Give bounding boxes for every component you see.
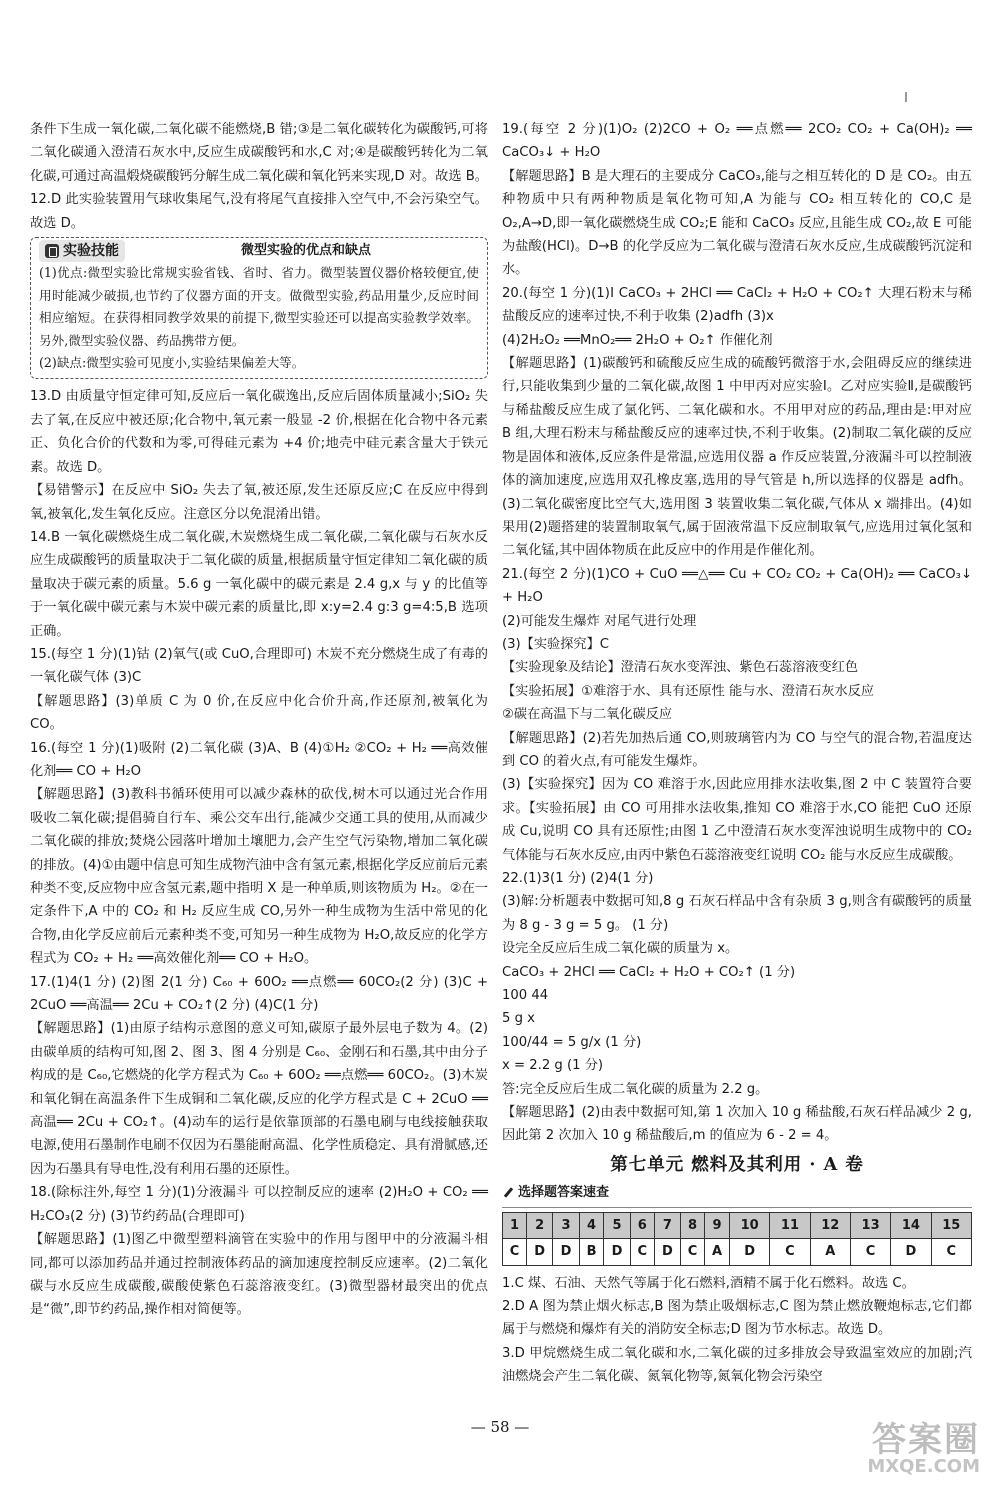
answer-18: 18.(除标注外,每空 1 分)(1)分液漏斗 可以控制反应的速率 (2)H₂O + CO₂ ══ H₂CO₃(2 分) (3)节约药品(合理即可) (30, 1185, 488, 1224)
question-number: 1 (503, 1212, 527, 1238)
question-number: 7 (654, 1212, 680, 1238)
page-number: — 58 — (470, 1418, 530, 1436)
watermark-text: 答案圈 (872, 1420, 980, 1460)
quick-answer-table (502, 1212, 972, 1266)
answer-17-explanation: 【解题思路】(1)由原子结构示意图的意义可知,碳原子最外层电子数为 4。(2)由碳单质的结构可知,图 2、图 3、图 4 分别是 C₆₀、金刚石和石墨,其中由分子构成的是 C₆₀,它燃烧的化学方程式为 C₆₀ + 60O₂ ══点燃══ 60CO₂。(3)木炭和氧化铜在高温条件下生成铜和二氧化碳,反应的化学方程式是 C + 2CuO ══高温══ 2Cu + CO₂↑。(4)动车的运行是依靠顶部的石墨电刷与电线接触获取电源,使用石墨制作电刷不仅因为石墨能耐高温、化学性质稳定、具有滑腻感,还因为石墨具有导电性,没有利用石墨的还原性。 (30, 1021, 488, 1177)
answer-20: 20.(每空 1 分)(1)Ⅰ CaCO₃ + 2HCl ══ CaCl₂ + H₂O + CO₂↑ 大理石粉末与稀盐酸反应的速率过快,不利于收集 (2)adfh (3)x (502, 285, 972, 325)
answer-11-tail: 条件下生成一氧化碳,二氧化碳不能燃烧,B 错;③是二氧化碳转化为碳酸钙,可将二氧化碳通入澄清石灰水中,反应生成碳酸钙和水,C 对;④是碳酸钙转化为二氧化碳,可通过高温煅烧碳酸钙分解生成二氧化碳和氧化钙来实现,D 对。故选 B。 (30, 122, 488, 184)
experiment-box-line: (2)缺点:微型实验可见度小,实验结果偏差大等。 (39, 355, 305, 371)
answer-14: 14.B 一氧化碳燃烧生成二氧化碳,木炭燃烧生成二氧化碳,二氧化碳与石灰水反应生成碳酸钙的质量取决于二氧化碳的质量,根据质量守恒定律知二氧化碳的质量取决于碳元素的质量。5.6 g 一氧化碳中的碳元素是 2.4 g,x 与 y 的比值等于一氧化碳中碳元素与木炭中碳元素的质量比,即 x:y=2.4 g:3 g=4:5,B 选项正确。 (30, 529, 488, 639)
corner-mark (905, 92, 907, 102)
answer-15-explanation: 【解题思路】(3)单质 C 为 0 价,在反应中化合价升高,作还原剂,被氧化为 CO。 (30, 693, 488, 733)
question-number: 8 (681, 1212, 705, 1238)
experiment-box-title: 微型实验的优点和缺点 (240, 243, 371, 259)
answer-letter: B (579, 1239, 604, 1265)
quick-answer-heading (502, 1181, 972, 1207)
answer-21-phenomenon: 【实验现象及结论】澄清石灰水变浑浊、紫色石蕊溶液变红色 (502, 660, 859, 676)
answer-letter: C (931, 1239, 971, 1265)
watermark-logo (780, 1412, 990, 1484)
right-column (502, 118, 972, 1389)
answer-22-proportion: 100/44 = 5 g/x (1 分) (502, 1034, 642, 1050)
question-number: 9 (705, 1212, 730, 1238)
answer-20-part4: (4)2H₂O₂ ══MnO₂══ 2H₂O + O₂↑ 作催化剂 (502, 332, 773, 348)
experiment-box-tag-label: 实验技能 (63, 243, 119, 260)
answer-21-explanation-2: (3)【实验探究】因为 CO 难溶于水,因此应用排水法收集,图 2 中 C 装置符合要求。【实验拓展】由 CO 可用排水法收集,推知 CO 难溶于水,CO 能把 CuO 还原成 Cu,说明 CO 具有还原性;由图 1 乙中澄清石灰水变浑浊说明生成物中的 CO₂ 气体能与石灰水反应,由丙中紫色石蕊溶液变红说明 CO₂ 能与水反应生成碳酸。 (502, 777, 972, 863)
experiment-skill-box (30, 237, 488, 379)
experiment-box-line: (1)优点:微型实验比常规实验省钱、省时、省力。微型装置仪器价格较便宜,使用时能减少破损,也节约了仪器方面的开支。做微型实验,药品用量少,反应时间相应缩短。在获得相同教学效果的前提下,微型实验还可以提高实验教学效率。另外,微型实验仪器、药品携带方便。 (39, 265, 479, 348)
answer-16: 16.(每空 1 分)(1)吸附 (2)二氧化碳 (3)A、B (4)①H₂ ②CO₂ + H₂ ══高效催化剂══ CO + H₂O (30, 740, 488, 779)
answer-22-conclusion: 答:完全反应后生成二氧化碳的质量为 2.2 g。 (502, 1081, 769, 1097)
answer-22: 22.(1)3(1 分) (2)4(1 分) (502, 871, 654, 886)
answer-21: 21.(每空 2 分)(1)CO + CuO ══△══ Cu + CO₂ CO₂ + Ca(OH)₂ ══ CaCO₃↓ + H₂O (502, 566, 972, 606)
answer-22-ratio-top: 100 44 (502, 988, 549, 1004)
answer-letter: A (705, 1239, 730, 1265)
answer-letter: D (654, 1239, 680, 1265)
answer-22-equation: CaCO₃ + 2HCl ══ CaCl₂ + H₂O + CO₂↑ (1 分) (502, 964, 796, 980)
question-number: 3 (553, 1212, 579, 1238)
question-number: 14 (891, 1212, 931, 1238)
answer-letter: D (553, 1239, 579, 1265)
answer-21-extension-2: ②碳在高温下与二氧化碳反应 (502, 707, 673, 723)
answer-13: 13.D 由质量守恒定律可知,反应后一氧化碳逸出,反应后固体质量减小;SiO₂ 失去了氧,在反应中被还原;化合物中,氧元素一般显 -2 价,根据在化合物中各元素正、负化合价的代数和为零,可得硅元素为 +4 价;地壳中硅元素含量大于铁元素。故选 D。 (30, 389, 488, 475)
question-number: 11 (770, 1212, 810, 1238)
answer-letter: D (891, 1239, 931, 1265)
question-number: 2 (526, 1212, 552, 1238)
answer-letter: D (604, 1239, 630, 1265)
answer-letter: D (526, 1239, 552, 1265)
answer-letter: C (630, 1239, 654, 1265)
question-number: 15 (931, 1212, 971, 1238)
answer-22-solution: (3)解:分析题表中数据可知,8 g 石灰石样品中含有杂质 3 g,则含有碳酸钙的质量为 8 g - 3 g = 5 g。 (1 分) (502, 894, 972, 933)
answer-16-explanation: 【解题思路】(3)教科书循环使用可以减少森林的砍伐,树木可以通过光合作用吸收二氧化碳;提倡骑自行车、乘公交车出行,能减少交通工具的使用,从而减少二氧化碳的排放;焚烧公园落叶增加土壤肥力,会产生空气污染物,增加二氧化碳的排放。(4)①由题中信息可知生成物汽油中含有氢元素,根据化学反应前后元素种类不变,反应物中应含氢元素,题中指明 X 是一种单质,则该物质为 H₂。②在一定条件下,A 中的 CO₂ 和 H₂ 反应生成 CO,另外一种生成物为生活中常见的化合物,由化学反应前后元素种类不变,可知另一种生成物为 H₂O,故反应的化学方程式为 CO₂ + H₂ ══高效催化剂══ CO + H₂O。 (30, 787, 488, 967)
lab-icon (45, 244, 59, 258)
answer-letter: D (729, 1239, 769, 1265)
watermark-url: MXQE.COM (867, 1456, 980, 1477)
answer-22-result: x = 2.2 g (1 分) (502, 1058, 604, 1074)
experiment-box-header (39, 240, 479, 262)
answer-letter: C (681, 1239, 705, 1265)
answer-19-explanation: 【解题思路】B 是大理石的主要成分 CaCO₃,能与之相互转化的 D 是 CO₂。由五种物质中只有两种物质是氧化物可知,A 为能与 CO₂ 相互转化的 CO,C 是 O₂,A→D,即一氧化碳燃烧生成 CO₂;E 能和 CaCO₃ 反应,且能生成 CO₂,故 E 可能为盐酸(HCl)。D→B 的化学反应为二氧化碳与澄清石灰水反应,生成碳酸钙沉淀和水。 (502, 168, 972, 278)
question-number: 12 (810, 1212, 850, 1238)
answer-letter-row (503, 1239, 972, 1265)
answer-letter: A (810, 1239, 850, 1265)
answer-letter: C (770, 1239, 810, 1265)
answer-15: 15.(每空 1 分)(1)钴 (2)氧气(或 CuO,合理即可) 木炭不充分燃烧生成了有毒的一氧化碳气体 (3)C (30, 646, 488, 686)
quick-answer-heading-text: 选择题答案速查 (518, 1185, 610, 1201)
answer-22-explanation: 【解题思路】(2)由表中数据可知,第 1 次加入 10 g 稀盐酸,石灰石样品减少 2 g,因此第 2 次加入 10 g 稀盐酸后,m 的值应为 6 - 2 = 4。 (502, 1105, 972, 1144)
unit7-answer-2: 2.D A 图为禁止烟火标志,B 图为禁止吸烟标志,C 图为禁止燃放鞭炮标志,它们都属于与燃烧和爆炸有关的消防安全标志;D 图为节水标志。故选 D。 (502, 1298, 972, 1338)
answer-21-extension: 【实验拓展】①难溶于水、具有还原性 能与水、澄清石灰水反应 (502, 683, 875, 699)
left-column (30, 118, 488, 1322)
answer-19: 19.(每空 2 分)(1)O₂ (2)2CO + O₂ ══点燃══ 2CO₂ CO₂ + Ca(OH)₂ ══ CaCO₃↓ + H₂O (502, 122, 972, 161)
answer-21-part3: (3)【实验探究】C (502, 636, 610, 652)
answer-17: 17.(1)4(1 分) (2)图 2(1 分) C₆₀ + 60O₂ ══点燃══ 60CO₂(2 分) (3)C + 2CuO ══高温══ 2Cu + CO₂↑(2 分) (4)C(1 分) (30, 974, 488, 1014)
answer-18-explanation: 【解题思路】(1)图乙中微型塑料滴管在实验中的作用与图甲中的分液漏斗相同,都可以添加药品并通过控制液体药品的滴加速度控制反应速率。(2)二氧化碳与水反应生成碳酸,碳酸使紫色石蕊溶液变红。(3)微型器材最突出的优点是“微”,即节约药品,操作相对简便等。 (30, 1232, 488, 1318)
answer-22-assume: 设完全反应后生成二氧化碳的质量为 x。 (502, 941, 739, 957)
unit7-answer-1: 1.C 煤、石油、天然气等属于化石燃料,酒精不属于化石燃料。故选 C。 (502, 1275, 915, 1291)
answer-21-explanation: 【解题思路】(2)若先加热后通 CO,则玻璃管内为 CO 与空气的混合物,若温度达到 CO 的着火点,有可能发生爆炸。 (502, 730, 972, 769)
unit7-answer-3: 3.D 甲烷燃烧生成二氧化碳和水,二氧化碳的过多排放会导致温室效应的加剧;汽油燃烧会产生二氧化碳、氮氧化物等,氮氧化物会污染空 (502, 1345, 972, 1385)
question-number-row (503, 1212, 972, 1238)
error-warning: 【易错警示】在反应中 SiO₂ 失去了氧,被还原,发生还原反应;C 在反应中得到氧,被氧化,发生氧化反应。注意区分以免混淆出错。 (30, 483, 488, 522)
question-number: 10 (729, 1212, 769, 1238)
answer-20-explanation: 【解题思路】(1)碳酸钙和硫酸反应生成的硫酸钙微溶于水,会阻碍反应的继续进行,只能收集到少量的二氧化碳,故图 1 中甲丙对应实验Ⅰ。乙对应实验Ⅱ,是碳酸钙与稀盐酸反应生成了氯化钙、二氧化碳和水。不用甲对应的药品,理由是:甲对应 B 组,大理石粉末与稀盐酸反应的速率过快,不利于收集。(2)制取二氧化碳的反应物是固体和液体,反应条件是常温,应选用仪器 a 作反应装置,分液漏斗可以控制液体的滴加速度,应选用双孔橡皮塞,选用的导气管是 h,所以选择的仪器是 adfh。(3)二氧化碳密度比空气大,选用图 3 装置收集二氧化碳,气体从 x 端排出。(4)如果用(2)题搭建的装置制取氧气,属于固液常温下反应制取氧气,应选用过氧化氢和二氧化锰,其中固体物质在此反应中的作用是作催化剂。 (502, 356, 972, 559)
answer-12: 12.D 此实验装置用气球收集尾气,没有将尾气直接排入空气中,不会污染空气。故选 D。 (30, 192, 488, 231)
question-number: 4 (579, 1212, 604, 1238)
answer-letter: C (850, 1239, 890, 1265)
experiment-box-tag (39, 240, 125, 262)
answer-21-part2: (2)可能发生爆炸 对尾气进行处理 (502, 613, 697, 629)
question-number: 13 (850, 1212, 890, 1238)
question-number: 6 (630, 1212, 654, 1238)
answer-22-ratio-bottom: 5 g x (502, 1011, 535, 1027)
pen-icon (502, 1187, 514, 1199)
unit-title: 第七单元 燃料及其利用 · A 卷 (610, 1154, 864, 1175)
answer-letter: C (503, 1239, 527, 1265)
question-number: 5 (604, 1212, 630, 1238)
